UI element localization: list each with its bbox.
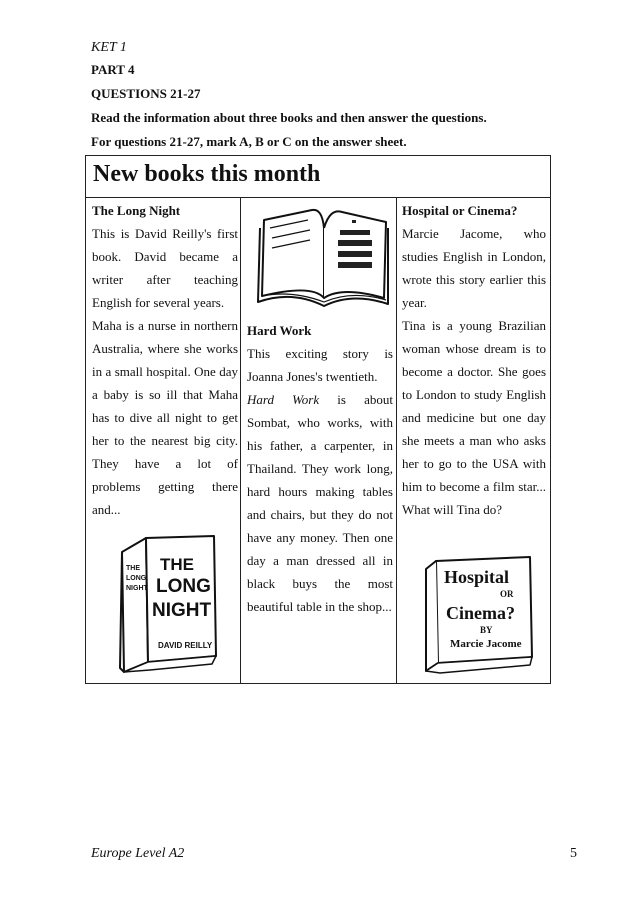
column-divider-2 [396, 197, 397, 683]
book-intro: This is David Reilly's first book. David became a writer after teaching English for several years. [92, 226, 238, 310]
spine-text: THE [126, 565, 140, 572]
book-description: Maha is a nurse in northern Australia, where she works in a small hospital. One day a baby is so ill that Maha has to dive all night to get her to the nearest big city. They have a lot of problems getting there and... [92, 318, 238, 517]
open-book-illustration [252, 198, 392, 316]
book-intro: Marcie Jacome, who studies English in London, wrote this story earlier this year. [402, 226, 546, 310]
questions-heading: QUESTIONS 21-27 [91, 86, 201, 101]
book-description-rest: is about Sombat, who works, with his father, a carpenter, in Thailand. They work long, hard hours making tables and chairs, but they do not have any money. Then one day a man dressed all in black buys the most beautiful table in the shop... [247, 392, 393, 614]
hospital-or-cinema-cover [418, 553, 542, 677]
column-divider-1 [240, 197, 241, 683]
cover-text: LONG [156, 576, 211, 597]
book-description [247, 388, 393, 618]
cover-text: NIGHT [152, 600, 212, 621]
box-title-bar [86, 156, 550, 198]
book-intro: This exciting story is Joanna Jones's twentieth. [247, 346, 393, 384]
instruction-1: Read the information about three books and then answer the questions. [91, 110, 487, 125]
book-hard-work [247, 319, 393, 618]
spine-text: LONG [126, 575, 147, 582]
page-number: 5 [570, 846, 577, 861]
cover-text: OR [500, 589, 514, 599]
instruction-2: For questions 21-27, mark A, B or C on the answer sheet. [91, 134, 407, 149]
cover-text: Hospital [444, 567, 510, 587]
cover-text: THE [160, 555, 194, 574]
book-hospital-or-cinema [402, 199, 546, 521]
book-title: Hard Work [247, 323, 312, 338]
part-heading: PART 4 [91, 62, 135, 77]
cover-text: BY [480, 625, 493, 635]
spine-text: NIGHT [126, 585, 148, 592]
footer-level: Europe Level A2 [91, 846, 185, 861]
cover-author: Marcie Jacome [450, 638, 522, 650]
cover-author: DAVID REILLY [158, 641, 213, 650]
book-title: Hospital or Cinema? [402, 203, 518, 218]
book-description: Tina is a young Brazilian woman whose dream is to become a doctor. She goes to London to study English and medicine but one day she meets a man who asks her to go to the USA with him to become a film star... What will Tina do? [402, 318, 546, 517]
long-night-cover [108, 530, 224, 676]
kicker: KET 1 [91, 40, 127, 55]
book-long-night [92, 199, 238, 521]
cover-text: Cinema? [446, 603, 515, 623]
book-title-inline: Hard Work [247, 392, 320, 407]
book-title: The Long Night [92, 203, 181, 218]
box-title: New books this month [93, 161, 321, 187]
